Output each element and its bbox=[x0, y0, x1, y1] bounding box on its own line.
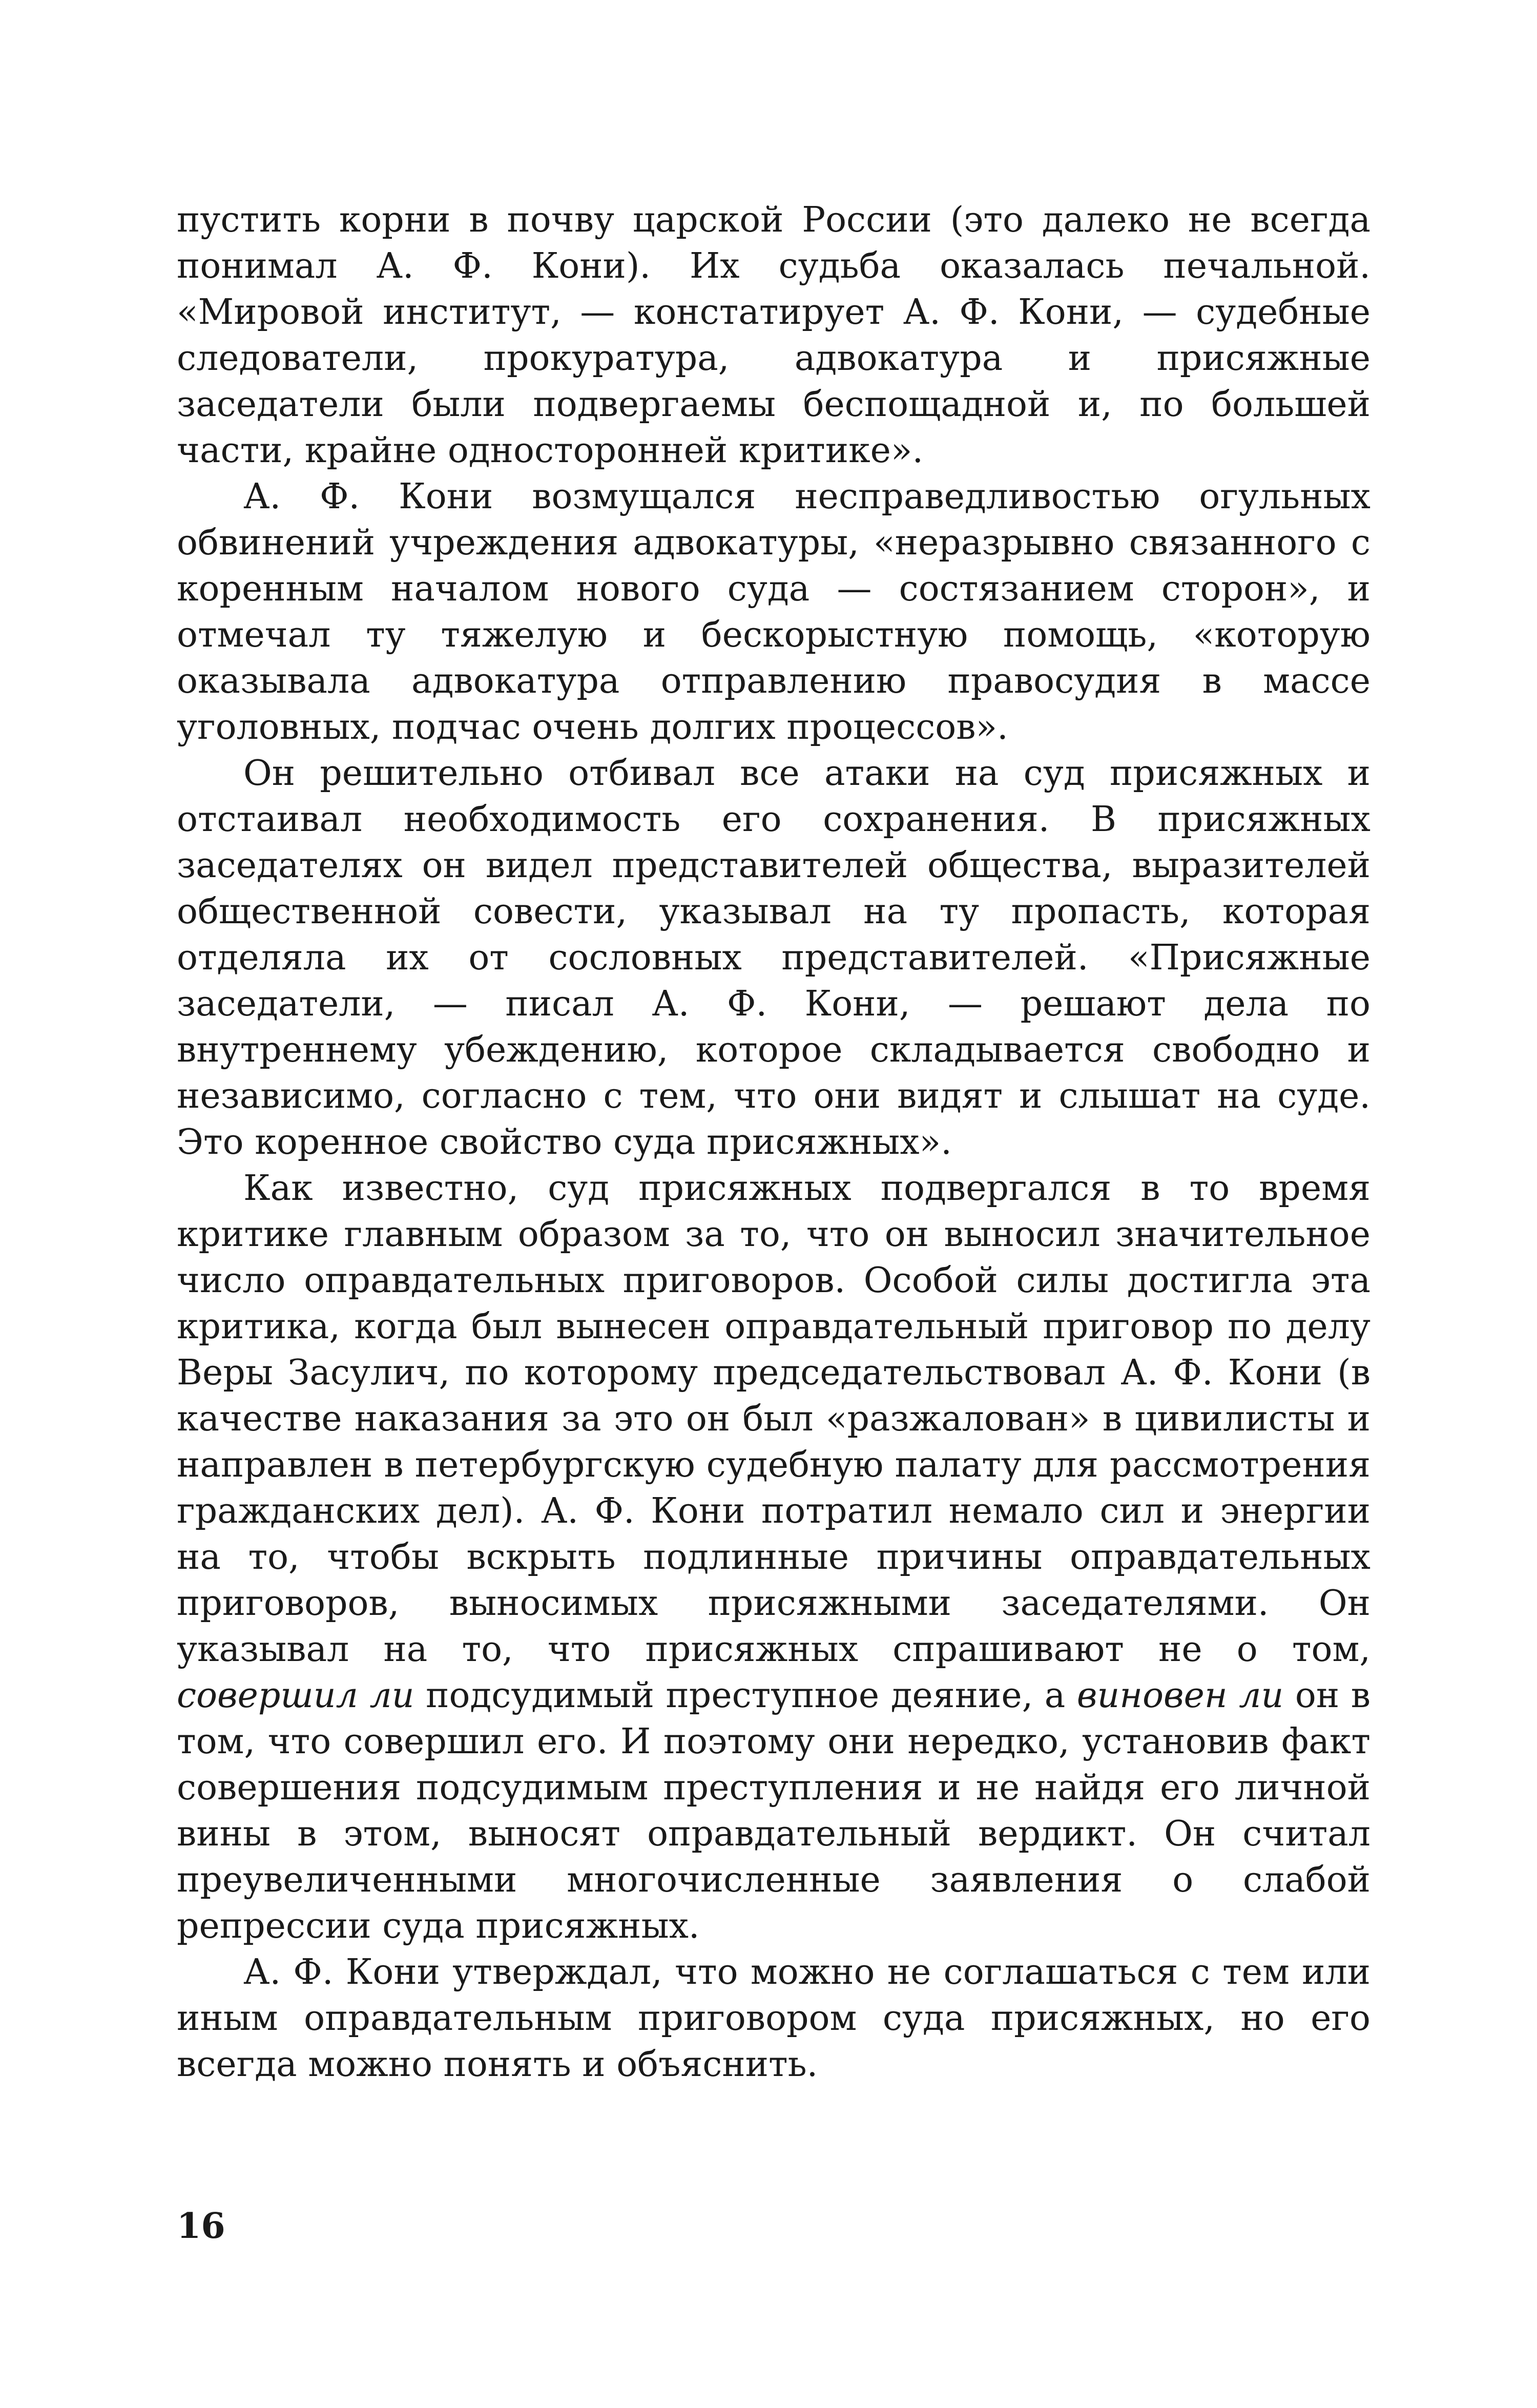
paragraph-5 bbox=[177, 1949, 1370, 2088]
paragraph-2 bbox=[177, 474, 1370, 751]
paragraph-3 bbox=[177, 751, 1370, 1166]
paragraph-1-text: пустить корни в почву царской России (это далеко не всегда понимал А. Ф. Кони). Их судьба оказалась печальной. «Мировой институт, — констатирует А. Ф. Кони, — судебные следователи, прокуратура, адвокатура и присяжные заседатели были подвергаемы беспощадной и, по большей части, крайне односторонней критике». bbox=[177, 200, 1370, 471]
paragraph-4-text-c: он в том, что совершил его. И поэтому они нередко, установив факт совершения подсудимым преступления и не найдя его личной вины в этом, выносят оправдательный вердикт. Он считал преувеличенными многочисленные заявления о слабой репрессии суда присяжных. bbox=[177, 1675, 1371, 1946]
italic-phrase-committed: совершил ли bbox=[177, 1675, 414, 1716]
paragraph-4-text-a: Как известно, суд присяжных подвергался в то время критике главным образом за то, что он выносил значительное число оправдательных приговоров. Особой силы достигла эта критика, когда был вынесен оправдательный приговор по делу Веры Засулич, по которому председательствовал А. Ф. Кони (в качестве наказания за это он был «разжалован» в цивилисты и направлен в петербургскую судебную палату для рассмотрения гражданских дел). А. Ф. Кони потратил немало сил и энергии на то, чтобы вскрыть подлинные причины оправдательных приговоров, выносимых присяжными заседателями. Он указывал на то, что присяжных спрашивают не о том, bbox=[177, 1168, 1370, 1670]
italic-phrase-guilty: виновен ли bbox=[1076, 1675, 1284, 1716]
paragraph-1 bbox=[177, 197, 1370, 474]
body-text bbox=[177, 197, 1370, 2088]
paragraph-3-text: Он решительно отбивал все атаки на суд присяжных и отстаивал необходимость его сохранения. В присяжных заседателях он видел представителей общества, выразителей общественной совести, указывал на ту пропасть, которая отделяла их от сословных представителей. «Присяжные заседатели, — писал А. Ф. Кони, — решают дела по внутреннему убеждению, которое складывается свободно и независимо, согласно с тем, что они видят и слышат на суде. Это коренное свойство суда присяжных». bbox=[177, 753, 1370, 1163]
page-number: 16 bbox=[177, 2206, 225, 2247]
paragraph-4-text-b: подсудимый преступное деяние, а bbox=[414, 1675, 1077, 1716]
paragraph-5-text: А. Ф. Кони утверждал, что можно не соглашаться с тем или иным оправдательным приговором суда присяжных, но его всегда можно понять и объяснить. bbox=[177, 1952, 1370, 2085]
paragraph-4 bbox=[177, 1166, 1370, 1949]
paragraph-2-text: А. Ф. Кони возмущался несправедливостью огульных обвинений учреждения адвокатуры, «неразрывно связанного с коренным началом нового суда — состязанием сторон», и отмечал ту тяжелую и бескорыстную помощь, «которую оказывала адвокатура отправлению правосудия в массе уголовных, подчас очень долгих процессов». bbox=[177, 476, 1370, 748]
